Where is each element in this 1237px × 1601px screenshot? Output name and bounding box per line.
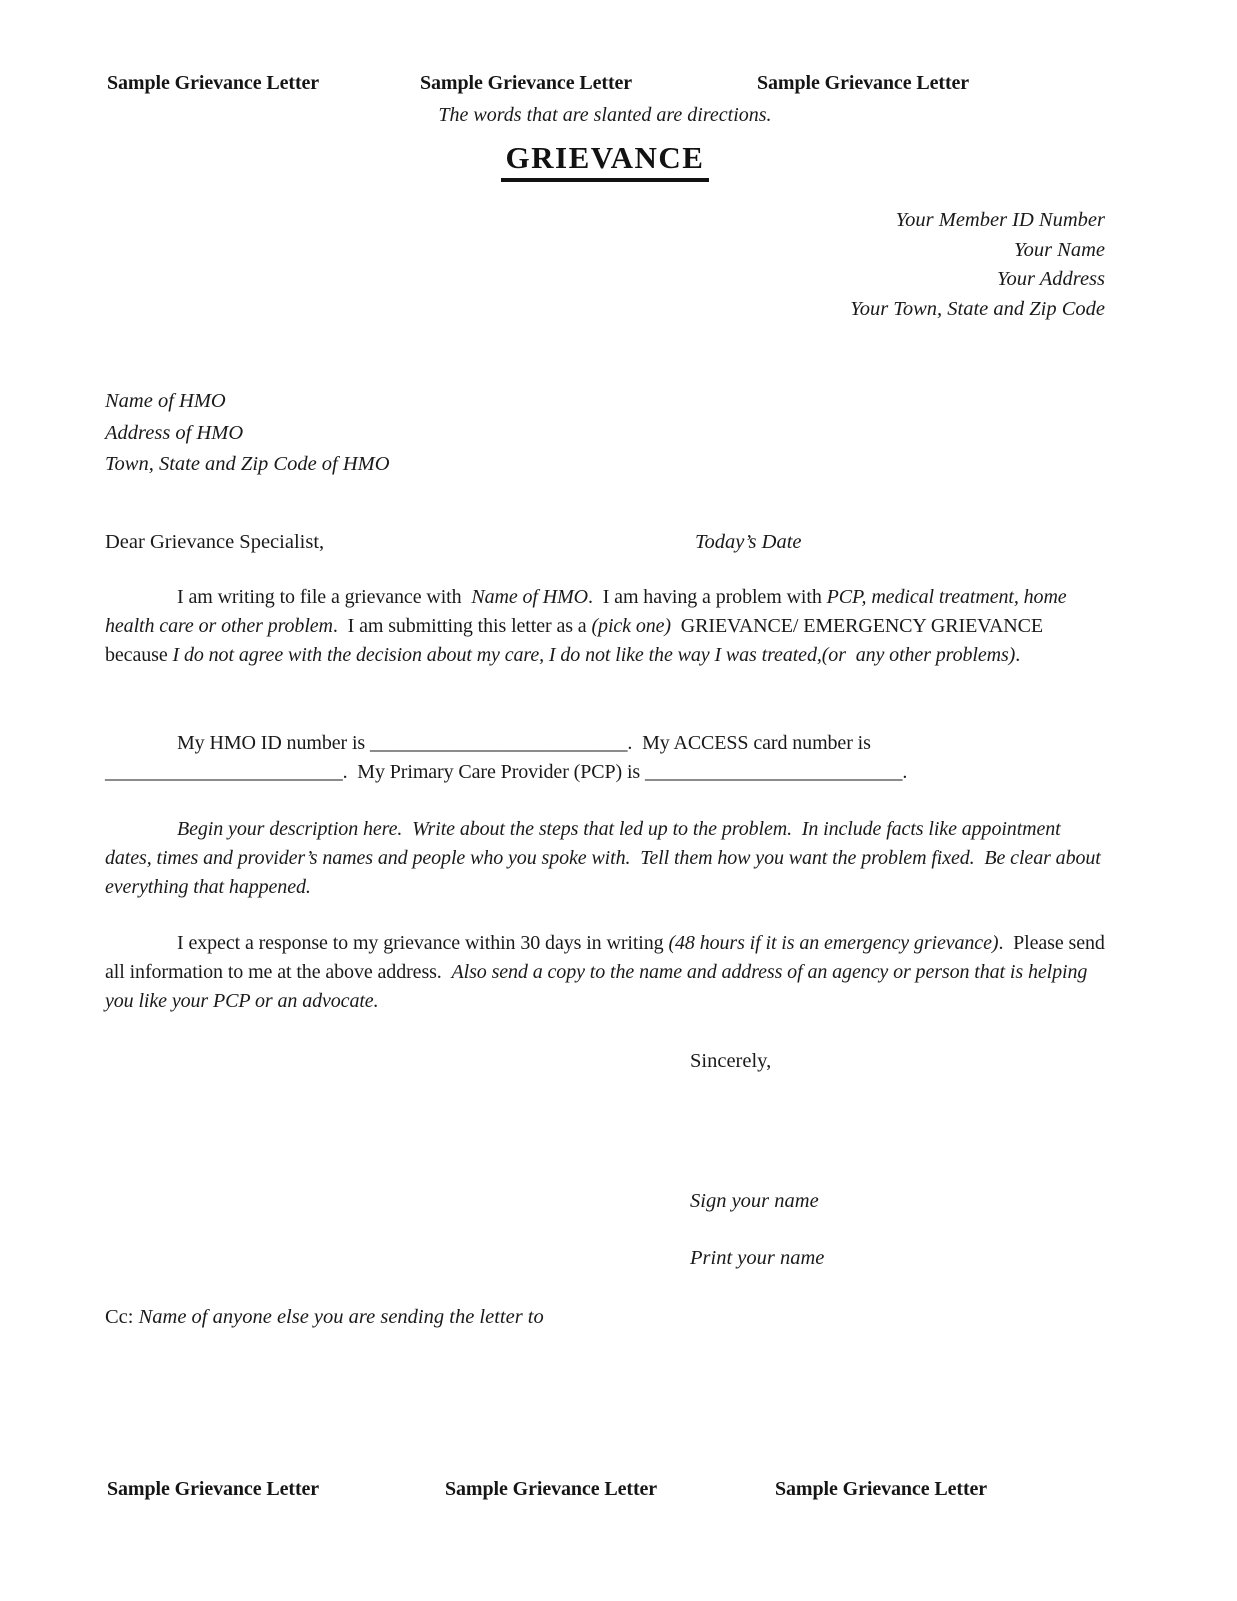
hmo-direction-town: Town, State and Zip Code of HMO: [105, 453, 390, 475]
header-row: [105, 72, 1105, 98]
date-direction: Today’s Date: [695, 531, 802, 553]
hmo-direction-address: Address of HMO: [105, 421, 244, 444]
header-sample-3: Sample Grievance Letter: [757, 72, 970, 94]
sender-direction-member-id: Your Member ID Number: [895, 209, 1105, 231]
paragraph-description-direction: Begin your description here. Write about the steps that led up to the problem. In include facts like appointment dates, times and provider’s names and people who you spoke with. Tell them how you want the problem fixed. Be clear about everything that happened.: [105, 818, 1106, 898]
hmo-direction-name: Name of HMO: [105, 390, 226, 412]
sender-direction-name: Your Name: [1014, 238, 1105, 261]
paragraph-response-request: I expect a response to my grievance within 30 days in writing (48 hours if it is an emergency grievance). Please send all information to me at the above address. Also send a copy to the name and address of an agency or person that is helping you like your PCP or an advocate.: [105, 932, 1110, 1012]
sender-directions-block: [105, 206, 1105, 324]
header-sample-2: Sample Grievance Letter: [420, 72, 633, 94]
footer-sample-3: Sample Grievance Letter: [775, 1478, 988, 1500]
paragraph-id-numbers: My HMO ID number is __________________________. My ACCESS card number is ________________________. My Primary Care Provider (PCP) is __________________________.: [105, 732, 908, 783]
sender-direction-address: Your Address: [996, 268, 1105, 290]
salutation: Dear Grievance Specialist,: [105, 531, 325, 553]
closing: Sincerely,: [690, 1050, 772, 1072]
direction-note: The words that are slanted are directions.: [438, 104, 772, 126]
print-direction: Print your name: [690, 1247, 825, 1269]
letter-title: GRIEVANCE: [501, 140, 710, 182]
sign-direction: Sign your name: [690, 1190, 819, 1212]
footer-sample-1: Sample Grievance Letter: [107, 1478, 320, 1500]
cc-line: Cc: Name of anyone else you are sending the letter to: [105, 1306, 544, 1328]
footer-row: [105, 1478, 1105, 1504]
paragraph-intro: I am writing to file a grievance with Name of HMO. I am having a problem with PCP, medical treatment, home health care or other problem. I am submitting this letter as a (pick one) GRIEVANCE/ EMERGENCY GRIEVANCE because I do not agree with the decision about my care, I do not like the way I was treated,(or any other problems).: [105, 586, 1072, 666]
hmo-directions-block: [105, 386, 1105, 481]
title-row: [105, 140, 1105, 182]
salutation-row: [105, 531, 1105, 559]
header-sample-1: Sample Grievance Letter: [107, 72, 320, 94]
footer-sample-2: Sample Grievance Letter: [445, 1478, 658, 1500]
sender-direction-town: Your Town, State and Zip Code: [850, 297, 1105, 320]
